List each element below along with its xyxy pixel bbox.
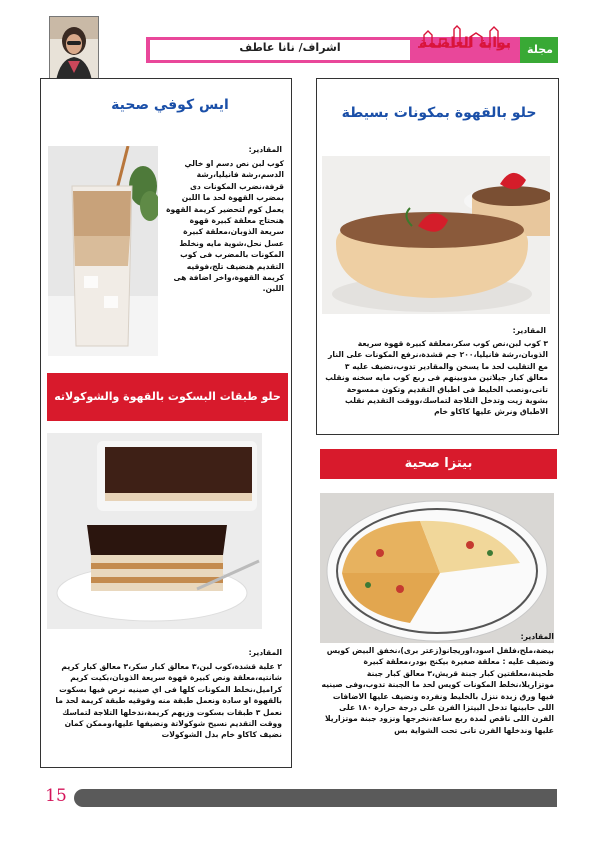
coffee-dessert-ingredients-label: المقادير: bbox=[512, 326, 546, 335]
coffee-dessert-recipe: ٣ كوب لبن،نص كوب سكر،معلقة كبيرة قهوة سريعة الذوبان،رشة فانيليا،٢٠٠ جم قشدة،نرفع المكونات على النار مع التقليب لحد ما يسخن والمقادير تدوب،نضيف عليه ٣ معالق كبار جيلاتين مدوبينهم فى ربع كوب مايه سخنه ونقلب تانى،ونصب الخليط فى اطباق التقديم وتكون ممسوحة بشوية زيت وتدخل التلاجة لتماسك،ووقت التقديم نقلب الاطباق ونرش عليها كاكاو خام bbox=[325, 339, 548, 417]
logo-text: بوابة العاصمة bbox=[418, 35, 512, 51]
iced-coffee-ingredients-label: المقادير: bbox=[248, 145, 282, 154]
footer-bar bbox=[74, 789, 557, 807]
magazine-label: مجلة bbox=[527, 43, 553, 56]
iced-coffee-title: ايس كوفي صحية bbox=[111, 97, 229, 113]
coffee-dessert-photo bbox=[322, 156, 550, 314]
supervisor-credit: اشراف/ نانا عاطف bbox=[239, 41, 341, 54]
iced-coffee-recipe: كوب لبن نص دسم او خالي الدسم،رشة فانيليا،رشة قرفة،نضرب المكونات دى بمضرب القهوة لحد ما اللبن يعمل كوم لتحضير كريمة القهوة هنحتاج معلقة كبيرة قهوة سريعة الذوبان،معلقة كبيرة عسل نحل،شوية مايه ونخلط المكونات بالمضرب فى كوب التقديم هنضيف تلج،فوقيه كريمة القهوة،واخر اضافة هى اللبن. bbox=[166, 159, 284, 294]
coffee-dessert-title: حلو بالقهوة بمكونات بسيطة bbox=[341, 105, 537, 121]
iced-coffee-photo bbox=[48, 146, 158, 356]
biscuit-layers-title: حلو طبقات البسكوت بالقهوة والشوكولاته bbox=[47, 373, 288, 421]
pizza-recipe: بيضة،ملح،فلفل اسود،اوريجانو(زعتر برى)،نخفق البيض كويس ونضيف عليه : معلقة صغيرة بيكنج بودر،معلقة كبيرة طحينة،معلقتين كبار جبنة قريش،٣ معالق كبار جبنة موتزاريلا،نخلط المكونات كويس لحد ما الجبنة تدوب،وفى صينيه فيها ورق زبدة ننزل بالخليط ونفرده ونضيف عليها الاضافات اللى حابينها تدخل البيتزا الفرن على درجة حرارة ١٨٠ على الفرن اللى ناقص لمدة ربع ساعة،نخرجها ونزود جبنة موتزاريلا عليها وندخلها الفرن تانى تحت الشواية بس bbox=[321, 646, 554, 735]
biscuit-layers-recipe: ٢ علبة قشدة،كوب لبن،٣ معالق كبار سكر،٣ معالق كبار كريم شانتيه،معلقة ونص كبيرة قهوة سريعة الذوبان،بكيت كريم كراميل،نخلط المكونات كلها فى اي صينيه نرص فيها بسكوت بالقهوة او سادة ونعمل طبقة منه وفوقيه طبقة كريمة لحد ما نعمل ٣ طبقات بسكوت وزيهم كريمة،ندخلها التلاجة لتماسك ووقت التقديم نسيح شوكولاتة ونضيفها عليها،وممكن كمان نضيف كاكاو خام بدل الشوكولات bbox=[55, 662, 282, 740]
biscuit-layers-photo bbox=[47, 433, 262, 629]
supervisor-photo bbox=[49, 16, 99, 82]
pizza-title: بيتزا صحية bbox=[320, 449, 557, 479]
biscuit-ingredients-label: المقادير: bbox=[248, 648, 282, 657]
page-number: 15 bbox=[45, 786, 67, 806]
pizza-ingredients-label: المقادير: bbox=[520, 632, 554, 641]
pizza-photo bbox=[320, 493, 554, 643]
